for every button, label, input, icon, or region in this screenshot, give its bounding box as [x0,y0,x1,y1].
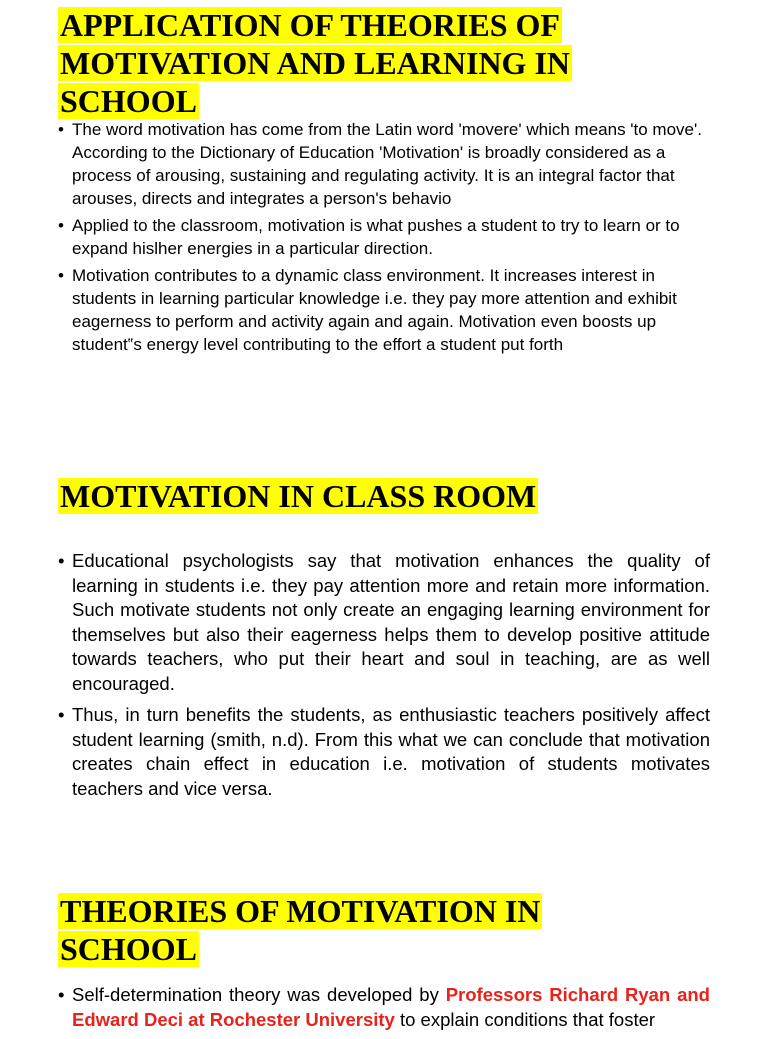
bullet-text: to explain conditions that foster [394,1008,656,1030]
section1-bullet-list [58,118,710,360]
bullet-item: • Educational psychologists say that motivation enhances the quality of learning in students i.e. they pay attention more and retain more information. Such motivate students not only create an engaging learning environment for themselves but also their eagerness helps them to develop positive attitude towards teachers, who put their heart and soul in teaching, are as well encouraged. [58,549,710,696]
section-heading-theories-of-motivation [58,892,542,968]
bullet-text: Self-determination theory was developed by [72,984,446,1005]
heading-line: THEORIES OF MOTIVATION IN [60,893,541,929]
heading-line: SCHOOL [60,83,197,119]
heading-line: MOTIVATION AND LEARNING IN [60,45,570,81]
heading-line: MOTIVATION IN CLASS ROOM [60,478,537,514]
bullet-item: • The word motivation has come from the Latin word 'movere' which means 'to move'. According to the Dictionary of Education 'Motivation' is broadly considered as a process of arousing, sustaining and regulating activity. It is an integral factor that arouses, directs and integrates a person's behavio [58,118,710,210]
bullet-item [58,983,710,1032]
heading-line: APPLICATION OF THEORIES OF [60,7,560,43]
bullet-item: • Motivation contributes to a dynamic class environment. It increases interest in students in learning particular knowledge i.e. they pay more attention and exhibit eagerness to perform and activity again and again. Motivation even boosts up student‟s energy level contributing to the effort a student put forth [58,264,710,356]
bullet-item: • Thus, in turn benefits the students, as enthusiastic teachers positively affect student learning (smith, n.d). From this what we can conclude that motivation creates chain effect in education i.e. motivation of students motivates teachers and vice versa. [58,703,710,801]
section-heading-motivation-in-class-room [58,477,538,515]
bullet-item: • Applied to the classroom, motivation is what pushes a student to try to learn or to expand hislher energies in a particular direction. [58,214,710,260]
heading-line: SCHOOL [60,931,197,967]
section2-bullet-list [58,549,710,808]
emphasized-names: Professors Richard Ryan and Edward Deci at Rochester University [72,984,710,1030]
section3-bullet-list [58,983,710,1039]
section-heading-application-of-theories [58,6,572,120]
